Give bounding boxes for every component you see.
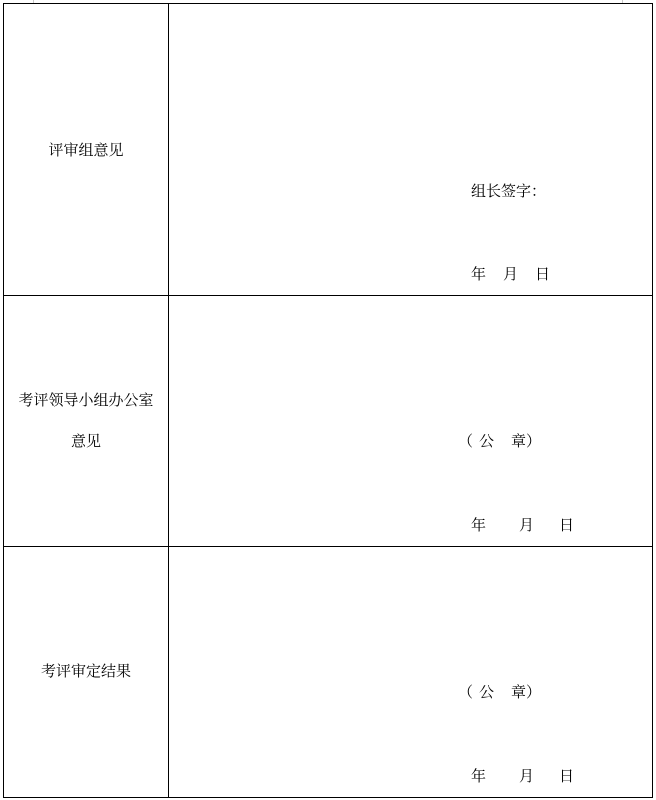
group-leader-signature-label: 组长签字： [471,182,547,200]
seal-label-zhang: 章 [511,683,527,701]
table-row-divider-2 [3,546,653,547]
seal-label-zhang: 章 [511,432,527,450]
row-label-office-opinion-line1: 考评领导小组办公室 [18,391,154,409]
seal-label-gong: 公 [479,683,495,701]
date-day-label: 日 [535,265,551,283]
seal-open-paren: （ [458,432,474,450]
date-month-label: 月 [519,767,535,785]
date-day-label: 日 [559,767,575,785]
date-year-label: 年 [471,516,487,534]
row-label-office-opinion-line2: 意见 [70,432,101,450]
table-row-divider-1 [3,295,653,296]
date-day-label: 日 [559,516,575,534]
date-month-label: 月 [503,265,519,283]
seal-open-paren: （ [458,683,474,701]
date-year-label: 年 [471,265,487,283]
date-year-label: 年 [471,767,487,785]
table-column-divider [168,3,169,798]
date-month-label: 月 [519,516,535,534]
row-label-final-result: 考评审定结果 [40,662,131,680]
seal-label-gong: 公 [479,432,495,450]
seal-close-paren: ） [526,683,542,701]
seal-close-paren: ） [526,432,542,450]
row-label-review-group-opinion: 评审组意见 [48,141,124,159]
